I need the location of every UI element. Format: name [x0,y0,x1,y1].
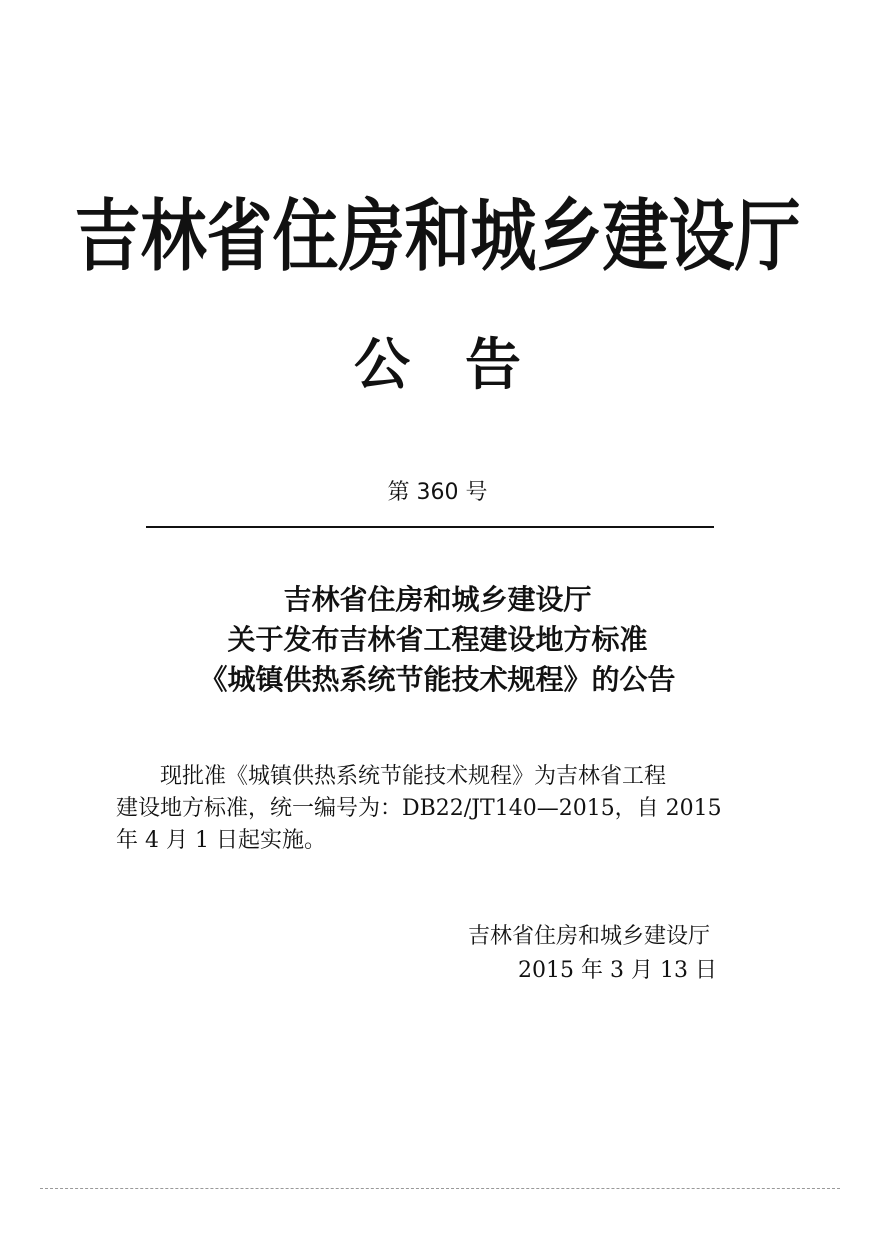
body-line-3: 年 4 月 1 日起实施。 [116,828,326,853]
notice-title: 公告 [354,332,576,398]
heading-line-3: 《城镇供热系统节能技术规程》的公告 [199,663,676,696]
agency-title: 吉林省住房和城乡建设厅 [74,191,801,283]
issue-number: 第 360 号 [387,480,488,505]
header-divider [146,526,714,528]
body-line-2: 建设地方标准，统一编号为：DB22/JT140—2015，自 2015 [116,796,722,821]
heading-line-2: 关于发布吉林省工程建设地方标准 [227,623,648,656]
scan-artifact-line [40,1188,840,1189]
body-line-1: 现批准《城镇供热系统节能技术规程》为吉林省工程 [160,764,667,789]
signature-date: 2015 年 3 月 13 日 [518,958,717,983]
signature-organization: 吉林省住房和城乡建设厅 [468,924,711,949]
heading-line-1: 吉林省住房和城乡建设厅 [283,583,592,616]
